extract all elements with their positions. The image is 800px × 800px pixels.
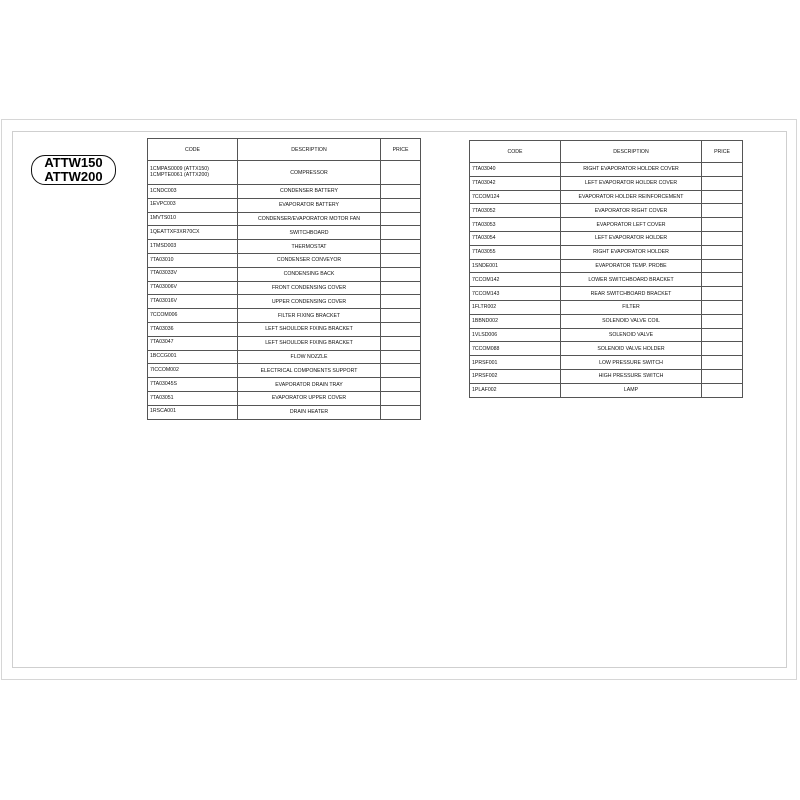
table-row	[148, 295, 421, 309]
part-price	[381, 350, 421, 364]
part-price	[702, 328, 743, 342]
part-code: 7CCOM124	[470, 190, 561, 204]
part-code-line: 1RSCA001	[150, 408, 176, 415]
model-name-1: ATTW150	[44, 155, 103, 170]
parts-table-left	[147, 138, 421, 420]
table-row	[148, 322, 421, 336]
part-code: 7TA03053	[470, 218, 561, 232]
part-price	[702, 314, 743, 328]
part-code-line: 1TMSD003	[150, 242, 177, 249]
table-row	[470, 287, 743, 301]
part-code-line: 7CCOM006	[150, 311, 178, 318]
part-description: LEFT SHOULDER FIXING BRACKET	[238, 322, 381, 336]
table-row	[470, 342, 743, 356]
part-description: FLOW NOZZLE	[238, 350, 381, 364]
part-price	[381, 295, 421, 309]
part-code: 1VLSD006	[470, 328, 561, 342]
part-code-line: 7TA03036	[150, 325, 174, 332]
part-description: SWITCHBOARD	[238, 226, 381, 240]
part-code-line: 7TA03045S	[150, 380, 178, 387]
part-code-line: 1CNDC003	[150, 187, 177, 194]
part-description: LOWER SWITCHBOARD BRACKET	[561, 273, 702, 287]
part-code	[148, 253, 238, 267]
table-row	[470, 190, 743, 204]
table-row	[148, 309, 421, 323]
part-code-line: 7TA03033V	[150, 270, 178, 277]
part-price	[381, 364, 421, 378]
part-code: 7CCOM142	[470, 273, 561, 287]
part-description: COMPRESSOR	[238, 161, 381, 185]
part-code: 1PRSF002	[470, 369, 561, 383]
part-code-line: 1CMPTE0061 (ATTX200)	[150, 171, 210, 178]
part-price	[702, 300, 743, 314]
table-row	[148, 336, 421, 350]
part-price	[381, 267, 421, 281]
part-description: SOLENOID VALVE HOLDER	[561, 342, 702, 356]
part-description: UPPER CONDENSING COVER	[238, 295, 381, 309]
part-code	[148, 295, 238, 309]
part-code	[148, 226, 238, 240]
part-code	[148, 240, 238, 254]
part-price	[702, 356, 743, 370]
part-code	[148, 212, 238, 226]
table-row	[470, 383, 743, 397]
part-code-line: 7TA03047	[150, 339, 174, 346]
part-description: SOLENOID VALVE	[561, 328, 702, 342]
part-code: 7TA03052	[470, 204, 561, 218]
part-code	[148, 161, 238, 185]
part-code	[148, 364, 238, 378]
part-price	[381, 336, 421, 350]
part-price	[381, 391, 421, 405]
table-row	[470, 328, 743, 342]
part-description: LAMP	[561, 383, 702, 397]
table-row	[470, 204, 743, 218]
part-code-line: 7ICCOM002	[150, 366, 179, 373]
part-code-line: 7TA03016V	[150, 297, 178, 304]
part-price	[381, 240, 421, 254]
table-row	[470, 245, 743, 259]
table-row	[148, 267, 421, 281]
part-code: 7TA03042	[470, 176, 561, 190]
model-badge	[31, 155, 116, 185]
part-description: CONDENSER/EVAPORATOR MOTOR FAN	[238, 212, 381, 226]
table-header-row	[148, 139, 421, 161]
part-code	[148, 198, 238, 212]
part-description: HIGH PRESSURE SWITCH	[561, 369, 702, 383]
part-code	[148, 391, 238, 405]
part-code: 7CCOM088	[470, 342, 561, 356]
part-description: SOLENOID VALVE COIL	[561, 314, 702, 328]
table-row	[470, 176, 743, 190]
table-row	[148, 240, 421, 254]
part-description: EVAPORATOR HOLDER REINFORCEMENT	[561, 190, 702, 204]
part-code	[148, 309, 238, 323]
part-description: CONDENSER BATTERY	[238, 185, 381, 199]
part-description: LEFT EVAPORATOR HOLDER	[561, 231, 702, 245]
part-code-line: 1EVPC003	[150, 201, 176, 208]
part-code-line: 7TA03010	[150, 256, 174, 263]
table-row	[470, 231, 743, 245]
table-row	[148, 391, 421, 405]
part-description: FRONT CONDENSING COVER	[238, 281, 381, 295]
table-row	[470, 259, 743, 273]
part-description: RIGHT EVAPORATOR HOLDER	[561, 245, 702, 259]
part-price	[702, 190, 743, 204]
part-price	[381, 161, 421, 185]
table-row	[470, 273, 743, 287]
part-description: THERMOSTAT	[238, 240, 381, 254]
part-price	[702, 163, 743, 177]
part-description: LEFT SHOULDER FIXING BRACKET	[238, 336, 381, 350]
part-description: EVAPORATOR UPPER COVER	[238, 391, 381, 405]
part-price	[702, 245, 743, 259]
part-description: FILTER FIXING BRACKET	[238, 309, 381, 323]
part-price	[381, 226, 421, 240]
part-price	[702, 287, 743, 301]
part-code: 1PLAF002	[470, 383, 561, 397]
table-row	[470, 314, 743, 328]
part-price	[702, 231, 743, 245]
part-price	[381, 185, 421, 199]
part-code	[148, 267, 238, 281]
part-code	[148, 185, 238, 199]
part-code: 7TA03055	[470, 245, 561, 259]
part-code	[148, 322, 238, 336]
part-description: LOW PRESSURE SWITCH	[561, 356, 702, 370]
header-price: PRICE	[381, 139, 421, 161]
part-code-line: 7TA03006V	[150, 284, 178, 291]
part-price	[381, 322, 421, 336]
table-row	[148, 281, 421, 295]
part-code: 1SNDE001	[470, 259, 561, 273]
part-code	[148, 281, 238, 295]
parts-table-right	[469, 140, 743, 398]
part-description: ELECTRICAL COMPONENTS SUPPORT	[238, 364, 381, 378]
part-price	[381, 212, 421, 226]
header-price: PRICE	[702, 141, 743, 163]
part-code: 7TA03054	[470, 231, 561, 245]
table-row	[470, 356, 743, 370]
table-row	[470, 369, 743, 383]
part-code-line: 1MVTS010	[150, 215, 176, 222]
part-price	[702, 176, 743, 190]
model-name-2: ATTW200	[44, 169, 103, 184]
table-row	[148, 350, 421, 364]
part-description: CONDENSER CONVEYOR	[238, 253, 381, 267]
header-description: DESCRIPTION	[561, 141, 702, 163]
part-price	[381, 309, 421, 323]
part-code: 1BBND002	[470, 314, 561, 328]
part-price	[381, 198, 421, 212]
part-price	[381, 253, 421, 267]
table-row	[148, 198, 421, 212]
part-code-line: 7TA03051	[150, 394, 174, 401]
table-row	[148, 185, 421, 199]
part-code-line: 1CMPAS0009 (ATTX150)	[150, 165, 209, 172]
part-code: 1FLTR002	[470, 300, 561, 314]
part-code	[148, 336, 238, 350]
part-price	[702, 369, 743, 383]
table-row	[470, 300, 743, 314]
part-price	[702, 383, 743, 397]
table-row	[470, 218, 743, 232]
part-description: LEFT EVAPORATOR HOLDER COVER	[561, 176, 702, 190]
part-code-line: 1BCCG001	[150, 353, 177, 360]
part-code-line: 1QEATTXF3XR70CX	[150, 228, 200, 235]
table-row	[148, 378, 421, 392]
part-code: 1PRSF001	[470, 356, 561, 370]
part-description: RIGHT EVAPORATOR HOLDER COVER	[561, 163, 702, 177]
table-row	[470, 163, 743, 177]
table-row	[148, 212, 421, 226]
table-header-row	[470, 141, 743, 163]
part-description: REAR SWITCHBOARD BRACKET	[561, 287, 702, 301]
header-description: DESCRIPTION	[238, 139, 381, 161]
part-description: EVAPORATOR RIGHT COVER	[561, 204, 702, 218]
part-code: 7TA03040	[470, 163, 561, 177]
header-code: CODE	[470, 141, 561, 163]
part-code	[148, 405, 238, 419]
part-description: EVAPORATOR TEMP. PROBE	[561, 259, 702, 273]
part-price	[702, 259, 743, 273]
table-row	[148, 405, 421, 419]
part-price	[702, 342, 743, 356]
table-row	[148, 161, 421, 185]
part-description: EVAPORATOR DRAIN TRAY	[238, 378, 381, 392]
part-description: FILTER	[561, 300, 702, 314]
part-price	[381, 378, 421, 392]
part-price	[381, 281, 421, 295]
part-code	[148, 350, 238, 364]
header-code: CODE	[148, 139, 238, 161]
part-description: DRAIN HEATER	[238, 405, 381, 419]
part-code	[148, 378, 238, 392]
table-row	[148, 226, 421, 240]
part-price	[702, 218, 743, 232]
part-price	[702, 273, 743, 287]
part-description: EVAPORATOR LEFT COVER	[561, 218, 702, 232]
part-description: EVAPORATOR BATTERY	[238, 198, 381, 212]
part-price	[702, 204, 743, 218]
part-price	[381, 405, 421, 419]
table-row	[148, 253, 421, 267]
table-row	[148, 364, 421, 378]
part-description: CONDENSING BACK	[238, 267, 381, 281]
part-code: 7CCOM143	[470, 287, 561, 301]
